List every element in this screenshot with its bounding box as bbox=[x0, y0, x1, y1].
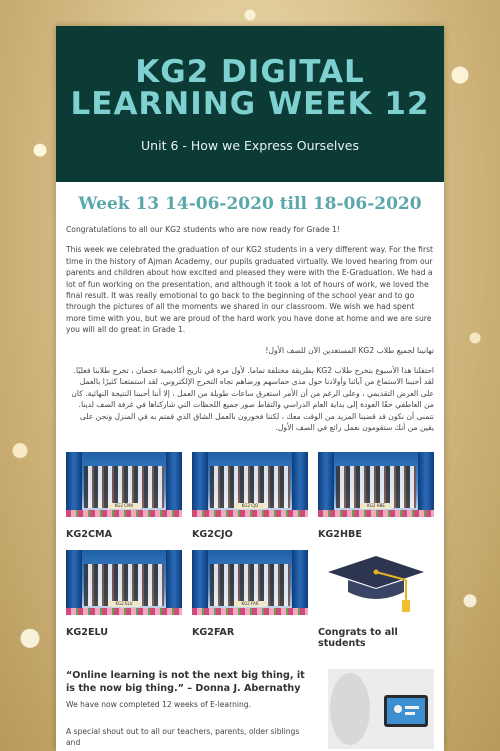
page-subtitle: Unit 6 - How we Express Ourselves bbox=[141, 138, 359, 153]
class-plaque: KG2 CMA bbox=[108, 503, 140, 509]
gallery-caption: Congrats to all students bbox=[318, 626, 398, 649]
quote-title: “Online learning is not the next big thing, it is the now big thing.” – Donna J. Abernathy bbox=[66, 669, 305, 694]
quote-text-block bbox=[66, 669, 316, 751]
class-photo[interactable] bbox=[318, 452, 434, 517]
gallery-item-kg2cma[interactable] bbox=[66, 452, 182, 540]
class-plaque: KG2 CJO bbox=[234, 503, 266, 509]
newsletter-card bbox=[56, 26, 444, 751]
paragraph-congrats: Congratulations to all our KG2 students who are now ready for Grade 1! bbox=[66, 225, 340, 234]
paragraph-arabic-congrats: تهانينا لجميع طلاب KG2 المستعدين الآن للصف الأول! bbox=[265, 345, 434, 355]
class-photo[interactable] bbox=[66, 550, 182, 615]
class-photo[interactable] bbox=[192, 550, 308, 615]
graduation-cap-icon[interactable] bbox=[318, 550, 434, 615]
gallery-item-congrats[interactable] bbox=[318, 550, 434, 649]
section-title: Week 13 14-06-2020 till 18-06-2020 bbox=[78, 194, 422, 214]
gallery-item-kg2hbe[interactable] bbox=[318, 452, 434, 540]
header-banner bbox=[56, 26, 444, 182]
gallery-caption: KG2ELU bbox=[66, 626, 109, 638]
tablet-photo[interactable] bbox=[328, 669, 434, 749]
paragraph-graduation: This week we celebrated the graduation of our KG2 students in a very different way. For the first time in the history of Ajman Academy, our pupils graduated virtually. We loved hearing from our parents and children about how excited and pleased they were with the E-Graduation. We had a lot of fun working on the presentation, and although it took a lot of hours of work, we loved the final result. It was really emotional to go back to the beginning of the school year and to go through the pictures of all the moments we shared in our classroom. We wish we had spent more time with you, but we are proud of the hard work you have done at home and we are sure you will all do great in Grade 1. bbox=[66, 245, 434, 335]
quote-section bbox=[66, 669, 434, 751]
gallery-item-kg2far[interactable] bbox=[192, 550, 308, 649]
class-plaque: KG2 ELU bbox=[108, 601, 140, 607]
gallery-item-kg2cjo[interactable] bbox=[192, 452, 308, 540]
class-photo-gallery bbox=[66, 452, 434, 659]
quote-line: We have now completed 12 weeks of E-learning. bbox=[66, 699, 252, 709]
class-photo[interactable] bbox=[192, 452, 308, 517]
gallery-caption: KG2HBE bbox=[318, 528, 362, 540]
quote-line: A special shout out to all our teachers, parents, older siblings and bbox=[66, 726, 300, 748]
gallery-item-kg2elu[interactable] bbox=[66, 550, 182, 649]
class-plaque: KG2 HBE bbox=[360, 503, 392, 509]
paragraph-arabic-graduation: احتفلنا هذا الأسبوع بتخرج طلاب KG2 بطريقة مختلفة تماما. لأول مرة في تاريخ أكاديمية عجمان ، تخرج طلابنا فعليًا. لقد أحببنا الاستماع من آبائنا وأولادنا حول مدى حماسهم ورضاهم تجاه التخرج الإلكتروني. لقد استمتعنا كثيرًا بالعمل على العرض التقديمي ، وعلى الرغم من أن الأمر استغرق ساعات طويلة من العمل ، إلا أننا أحببنا النتيجة النهائية. كان من العاطفي حقًا العودة إلى بداية العام الدراسي والتقاط صور جميع اللحظات التي شاركناها في غرفة الصف لدينا. نتمنى أن نكون قد قضينا المزيد من الوقت معك ، لكننا فخورون بالعمل الشاق الذي قمتم به في المنزل ونحن على يقين من أنك ستقومون بعمل رائع في الصف الأول. bbox=[71, 366, 434, 433]
class-plaque: KG2 FAR bbox=[234, 601, 266, 607]
gallery-caption: KG2CMA bbox=[66, 528, 112, 540]
class-photo[interactable] bbox=[66, 452, 182, 517]
gallery-caption: KG2CJO bbox=[192, 528, 233, 540]
page-title: KG2 DIGITAL LEARNING WEEK 12 bbox=[70, 54, 430, 122]
main-content bbox=[56, 182, 444, 751]
gallery-caption: KG2FAR bbox=[192, 626, 235, 638]
